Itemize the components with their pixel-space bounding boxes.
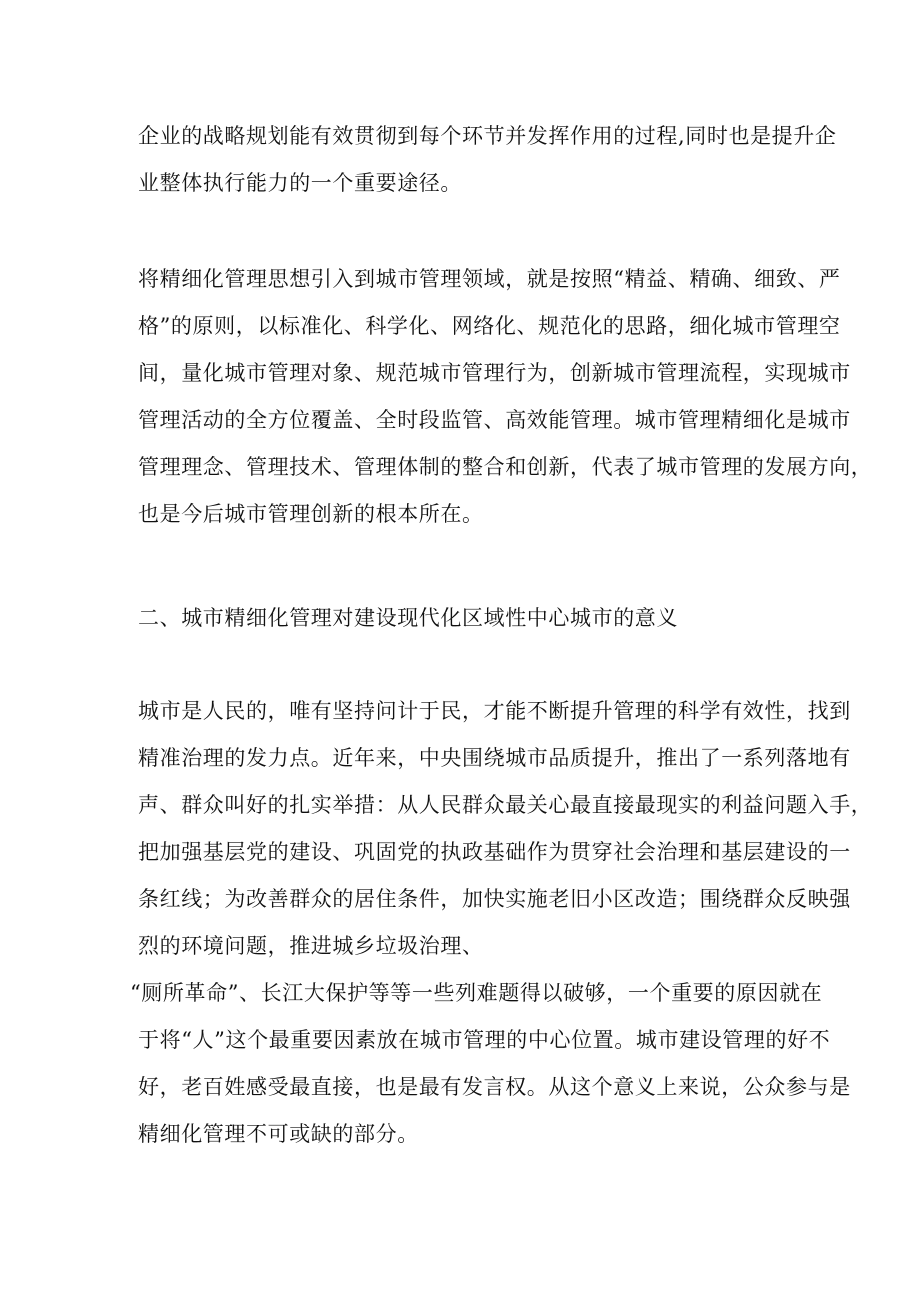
text-line: 格”的原则，以标准化、科学化、网络化、规范化的思路，细化城市管理空	[138, 314, 841, 338]
text-line: 管理活动的全方位覆盖、全时段监管、高效能管理。城市管理精细化是城市	[138, 408, 851, 432]
text-line: 企业的战略规划能有效贯彻到每个环节并发挥作用的过程,同时也是提升企	[138, 124, 837, 148]
text-line: 精准治理的发力点。近年来，中央围绕城市品质提升，推出了一系列落地有	[138, 746, 851, 770]
section-heading-text: 二、城市精细化管理对建设现代化区域性中心城市的意义	[138, 606, 678, 630]
text-line: 业整体执行能力的一个重要途径。	[138, 171, 462, 195]
text-line: 好，老百姓感受最直接，也是最有发言权。从这个意义上来说，公众参与是	[138, 1075, 851, 1099]
paragraph-refined-management	[138, 256, 873, 538]
text-line: 也是今后城市管理创新的根本所在。	[138, 502, 484, 526]
paragraph-public-participation	[130, 688, 873, 1158]
text-line: 精细化管理不可或缺的部分。	[138, 1122, 419, 1146]
text-line: 间，量化城市管理对象、规范城市管理行为，创新城市管理流程，实现城市	[138, 361, 851, 385]
text-line: 把加强基层党的建设、巩固党的执政基础作为贯穿社会治理和基层建设的一	[138, 840, 851, 864]
paragraph-strategy-execution	[138, 113, 837, 207]
section-heading	[138, 595, 790, 642]
text-line: 将精细化管理思想引入到城市管理领域，就是按照“精益、精确、细致、严	[138, 267, 841, 291]
text-line: “厕所革命”、长江大保护等等一些列难题得以破够，一个重要的原因就在	[130, 981, 823, 1005]
text-line: 城市是人民的，唯有坚持问计于民，才能不断提升管理的科学有效性，找到	[138, 699, 851, 723]
text-line: 管理理念、管理技术、管理体制的整合和创新，代表了城市管理的发展方向，	[138, 455, 873, 479]
text-line: 于将“人”这个最重要因素放在城市管理的中心位置。城市建设管理的好不	[138, 1028, 831, 1052]
text-line: 烈的环境问题，推进城乡垃圾治理、	[138, 934, 484, 958]
text-line: 声、群众叫好的扎实举措：从人民群众最关心最直接最现实的利益问题入手，	[138, 793, 873, 817]
text-line: 条红线；为改善群众的居住条件，加快实施老旧小区改造；围绕群众反映强	[138, 887, 851, 911]
